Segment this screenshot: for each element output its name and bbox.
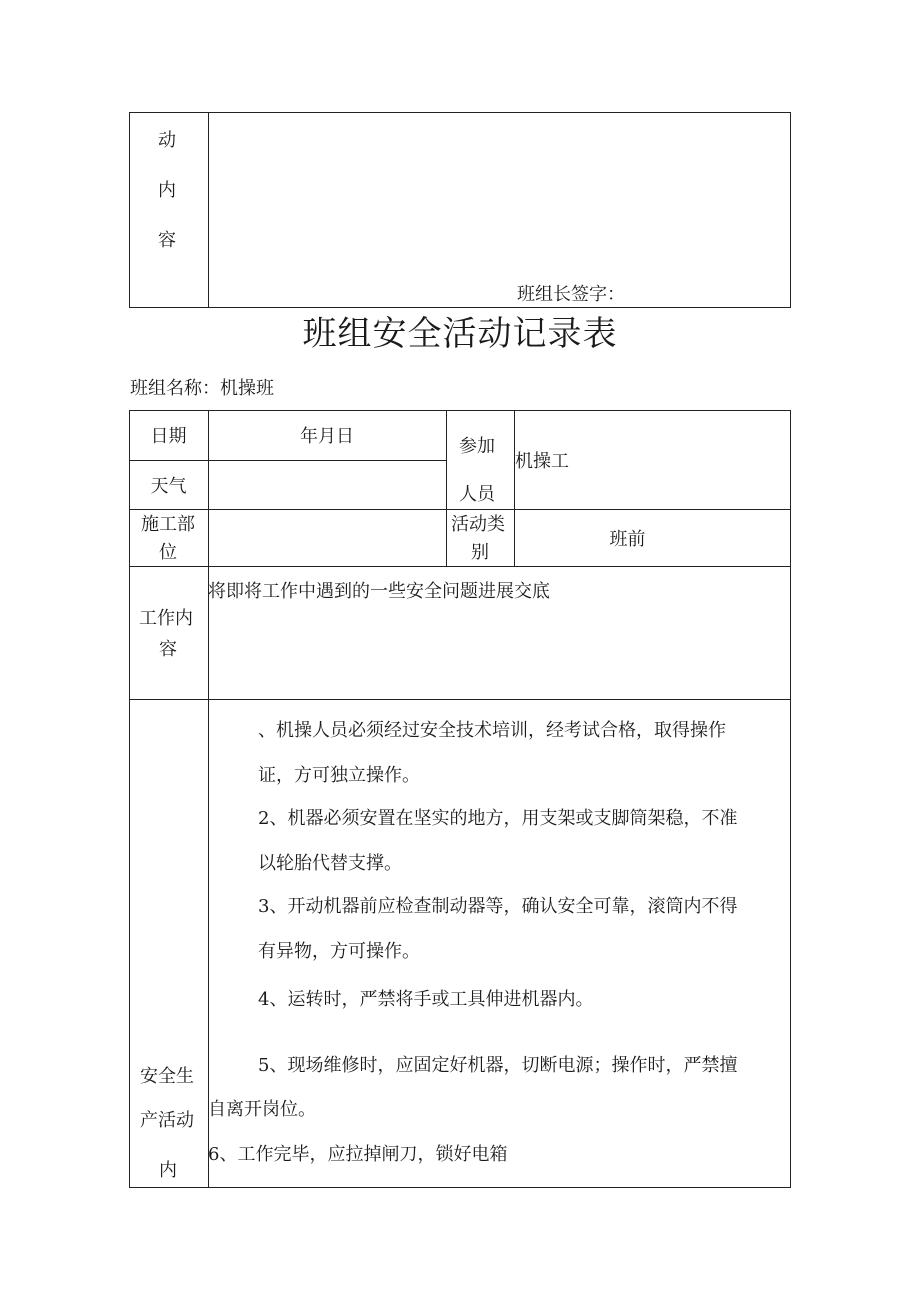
activity-type-value: 班前 bbox=[609, 528, 646, 550]
site-label-line-2: 位 bbox=[159, 542, 177, 563]
safety-rule-line: 6、工作完毕，应拉掉闸刀，锁好电箱 bbox=[208, 1144, 508, 1165]
participants-label-line-1: 参加 bbox=[459, 436, 495, 457]
work-content-value: 将即将工作中遇到的一些安全问题进展交底 bbox=[208, 581, 550, 602]
site-label-line-1: 施工部 bbox=[141, 514, 195, 535]
participants-label-line-2: 人员 bbox=[459, 484, 495, 505]
previous-activity-table bbox=[129, 112, 791, 308]
safety-rule-line: 自离开岗位。 bbox=[208, 1099, 316, 1120]
previous-label-char-1: 动 bbox=[158, 130, 176, 151]
safety-rule-line: 2、机器必须安置在坚实的地方，用支架或支脚筒架稳，不准 bbox=[258, 808, 738, 829]
work-content-label-line-2: 容 bbox=[159, 639, 177, 660]
team-leader-signature-label: 班组长签字： bbox=[517, 284, 625, 305]
table-col-divider-2 bbox=[446, 410, 447, 566]
table-row-divider-work bbox=[129, 699, 791, 700]
safety-rule-line: 3、开动机器前应检查制动器等，确认安全可靠，滚筒内不得 bbox=[258, 896, 738, 917]
participants-value: 机操工 bbox=[515, 451, 569, 472]
safety-rule-line: 证，方可独立操作。 bbox=[258, 765, 420, 786]
safety-rule-line: 以轮胎代替支撑。 bbox=[258, 853, 402, 874]
work-content-label-line-1: 工作内 bbox=[139, 608, 193, 629]
site-value bbox=[208, 509, 446, 566]
previous-table-divider bbox=[208, 112, 209, 308]
safety-rule-line: 、机操人员必须经过安全技术培训，经考试合格，取得操作 bbox=[258, 720, 726, 741]
activity-type-label-line-2: 别 bbox=[471, 542, 489, 563]
safety-label-line-3: 内 bbox=[159, 1160, 177, 1181]
team-name-line: 班组名称：机操班 bbox=[130, 378, 274, 399]
weather-label: 天气 bbox=[150, 475, 187, 497]
previous-label-char-3: 容 bbox=[158, 230, 176, 251]
page-title: 班组安全活动记录表 bbox=[302, 314, 618, 354]
safety-rule-line: 4、运转时，严禁将手或工具伸进机器内。 bbox=[258, 989, 594, 1010]
safety-rule-line: 5、现场维修时，应固定好机器，切断电源；操作时，严禁擅 bbox=[258, 1055, 738, 1076]
activity-type-label-line-1: 活动类 bbox=[451, 514, 505, 535]
table-row-divider-site bbox=[129, 566, 791, 567]
previous-label-char-2: 内 bbox=[158, 180, 176, 201]
safety-label-line-1: 安全生 bbox=[140, 1066, 194, 1087]
weather-value bbox=[208, 460, 446, 509]
safety-rule-line: 有异物，方可操作。 bbox=[258, 941, 420, 962]
date-value: 年月日 bbox=[300, 426, 354, 447]
date-label: 日期 bbox=[150, 426, 187, 447]
safety-label-line-2: 产活动 bbox=[140, 1110, 194, 1131]
